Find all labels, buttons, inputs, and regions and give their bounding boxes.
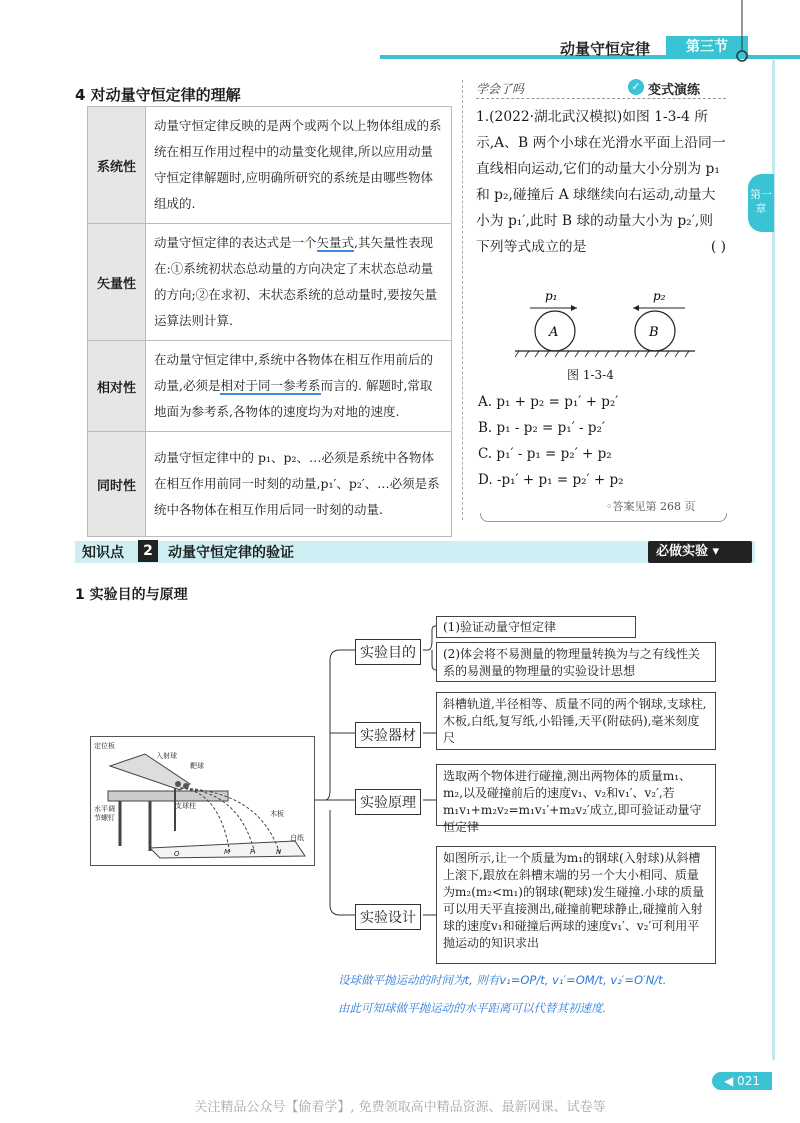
node-equipment: 实验器材: [355, 722, 421, 748]
svg-text:A: A: [549, 325, 559, 340]
option-c: C. p₁′ - p₁ = p₂′ + p₂: [478, 446, 612, 462]
footer-watermark: 关注精品公众号【偷着学】, 免费领取高中精品资源、最新网课、试卷等: [194, 1100, 606, 1115]
column-divider: [462, 80, 463, 520]
leaf-purpose-2: (2)体会将不易测量的物理量转换为与之有线性关系的易测量的物理量的实验设计思想: [436, 642, 716, 682]
chapter-side-tab: 第一章: [748, 174, 774, 232]
svg-text:水平调: 水平调: [94, 805, 115, 813]
svg-text:B: B: [649, 325, 659, 340]
option-b: B. p₁ - p₂ = p₁′ - p₂′: [478, 420, 606, 436]
svg-text:定位板: 定位板: [94, 742, 115, 750]
pin-icon: [735, 0, 749, 64]
option-d: D. -p₁′ + p₁ = p₂′ + p₂: [478, 472, 624, 488]
svg-text:P: P: [250, 848, 255, 856]
leaf-purpose-1: (1)验证动量守恒定律: [436, 616, 636, 638]
table-row: [88, 224, 452, 341]
row-key: 矢量性: [88, 224, 146, 341]
learn-tag: 学会了吗: [476, 82, 525, 96]
section-badge: 第三节: [666, 36, 748, 58]
answer-reference: ◦答案见第 268 页: [606, 500, 696, 513]
apparatus-illustration: [90, 736, 315, 866]
row-key: 同时性: [88, 432, 146, 537]
svg-text:支球柱: 支球柱: [175, 802, 196, 810]
check-icon: ✓: [628, 79, 644, 95]
node-principle: 实验原理: [355, 789, 421, 815]
svg-text:木板: 木板: [270, 810, 284, 818]
knowledge-point-label: 知识点: [82, 545, 124, 561]
text-part: 动量守恒定律的表达式是一个: [154, 235, 317, 250]
row-text: 动量守恒定律中的 p₁、p₂、…必须是系统中各物体在相互作用前同一时刻的动量,p₁′、p₂′、…必须是系统中各物体在相互作用后同一时刻的动量.: [146, 432, 452, 537]
option-a: A. p₁ + p₂ = p₁′ + p₂′: [478, 394, 619, 410]
row-text: [146, 224, 452, 341]
leaf-equipment: 斜槽轨道,半径相等、质量不同的两个钢球,支球柱,木板,白纸,复写纸,小铅锤,天平(附砝码),毫米刻度尺: [436, 692, 716, 750]
table-top: [108, 791, 228, 801]
svg-text:入射球: 入射球: [156, 752, 177, 760]
page-number: ◀ 021: [712, 1072, 772, 1090]
svg-text:N: N: [276, 848, 282, 856]
knowledge-point-title: 动量守恒定律的验证: [168, 545, 294, 561]
chapter-title: 动量守恒定律: [560, 40, 651, 58]
handwritten-note: 由此可知球做平抛运动的水平距离可以代替其初速度.: [338, 1001, 607, 1015]
text-part: 在动量守恒定律中,系统中各物体在相互作用前后的动量,必须是: [154, 352, 433, 393]
underlined-keyword: 相对于同一参考系: [220, 378, 321, 393]
leaf-principle: 选取两个物体进行碰撞,测出两物体的质量m₁、m₂,以及碰撞前后的速度v₁、v₂和v₁′、v₂′,若m₁v₁+m₂v₂=m₁v₁′+m₂v₂′成立,即可验证动量守恒定律: [436, 764, 716, 826]
node-design: 实验设计: [355, 904, 421, 930]
question-stem: 1.(2022·湖北武汉模拟)如图 1-3-4 所示,A、B 两个小球在光滑水平面上沿同一直线相向运动,它们的动量大小分别为 p₁ 和 p₂,碰撞后 A 球继续向右运动,动量大小为 p₁′,此时 B 球的动量大小为 p₂′,则下列等式成立的是: [476, 109, 726, 255]
text-part: 而言的. 解题时,常取地面为参考系,各物体的速度均为对地的速度.: [154, 378, 433, 419]
answer-bracket: [480, 513, 727, 522]
node-purpose: 实验目的: [355, 639, 421, 665]
underlined-keyword: 矢量式: [316, 235, 355, 250]
knowledge-point-number: 2: [138, 540, 158, 562]
svg-text:O: O: [174, 850, 180, 858]
collision-figure: [515, 286, 695, 376]
table-row: [88, 107, 452, 224]
arrow-right-icon: [571, 305, 577, 311]
arrow-left-icon: [633, 305, 639, 311]
p1-label: p₁: [545, 289, 558, 303]
leaf-design: 如图所示,让一个质量为m₁的钢球(入射球)从斜槽上滚下,跟放在斜槽末端的另一个大小相同、质量为m₂(m₂<m₁)的钢球(靶球)发生碰撞.小球的质量可以用天平直接测出,碰撞前靶球静止,碰撞前入射球的速度v₁和碰撞后两球的速度v₁′、v₂′可利用平抛运动的知识求出: [436, 846, 716, 964]
svg-text:白纸: 白纸: [290, 834, 304, 842]
practice-tag: 变式演练: [648, 83, 701, 98]
section-title: 1 实验目的与原理: [75, 587, 188, 603]
understanding-table: [87, 106, 452, 537]
question-text: [476, 104, 726, 260]
answer-paren: ( ): [710, 239, 726, 255]
svg-text:靶球: 靶球: [190, 762, 204, 770]
table-row: [88, 341, 452, 432]
section-title: 4 对动量守恒定律的理解: [75, 86, 241, 104]
handwritten-note: 设球做平抛运动的时间为t, 则有v₁=OP/t, v₁′=OM/t, v₂′=O′N/t.: [338, 973, 667, 987]
row-text: [146, 341, 452, 432]
ground-hatch: [515, 351, 689, 357]
text-part: ,其矢量性表现在:①系统初状态总动量的方向决定了末状态总动量的方向;②在求初、末状态系统的总动量时,要按矢量运算法则计算.: [154, 235, 438, 328]
row-text: 动量守恒定律反映的是两个或两个以上物体组成的系统在相互作用过程中的动量变化规律,所以应用动量守恒定律解题时,应明确所研究的系统是由哪些物体组成的.: [146, 107, 452, 224]
must-do-experiment-button[interactable]: 必做实验 ▾: [648, 541, 752, 563]
svg-text:节螺钉: 节螺钉: [94, 814, 115, 822]
row-key: 系统性: [88, 107, 146, 224]
row-key: 相对性: [88, 341, 146, 432]
figure-caption: 图 1-3-4: [567, 368, 614, 382]
svg-text:M: M: [224, 848, 231, 856]
practice-rule: [476, 98, 726, 99]
table-row: [88, 432, 452, 537]
p2-label: p₂: [653, 289, 666, 303]
